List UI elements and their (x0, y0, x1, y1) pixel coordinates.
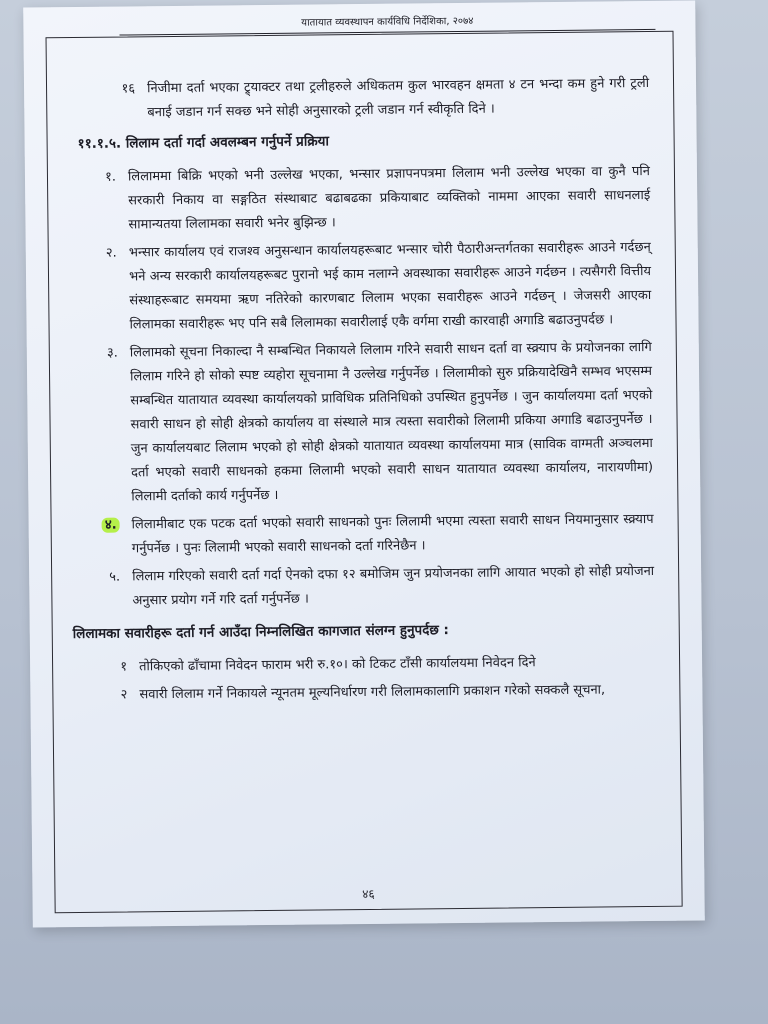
item-text: भन्सार कार्यालय एवं राजश्व अनुसन्धान कार्यालयहरूबाट भन्सार चोरी पैठारीअन्तर्गतका सवारीहरू आउने गर्दछन् भने अन्य सरकारी कार्यालयहरूबट पुरानो भई काम नलाग्ने अवस्थाका सवारीहरू आउने गर्दछन । त्यसैगरी वित्तीय संस्थाहरूबाट समयमा ऋण नतिरेको कारणबाट लिलाम भएका सवारीहरू आउने गर्दछन् । जेजसरी आएका लिलामका सवारीहरू भए पनि सबै लिलामका सवारीलाई एकै वर्गमा राखी कारवाही अगाडि बढाउनुपर्दछ । (128, 239, 652, 333)
section-heading: ११.१.५. लिलाम दर्ता गर्दा अवलम्बन गर्नुपर्ने प्रक्रिया (77, 133, 330, 152)
item-number: ३. (106, 345, 118, 361)
page-number: ४६ (362, 886, 375, 902)
page-border (46, 31, 683, 914)
attachment-item (83, 650, 655, 680)
item-number: १. (104, 169, 117, 185)
list-item (82, 560, 654, 614)
document-page (23, 1, 705, 928)
list-item (79, 236, 652, 338)
item-text: लिलाममा बिक्रि भएको भनी उल्लेख भएका, भन्सार प्रज्ञापनपत्रमा लिलाम भनी उल्लेख भएका वा कुनै पनि सरकारी निकाय वा सङ्गठित संस्थाबाट बढाबढका प्रकियाबाट व्यक्तिको नाममा आएका सवारी साधनलाई सामान्यतया लिलामका सवारी भनेर बुझिन्छ । (127, 163, 651, 233)
page-body (72, 72, 656, 712)
list-item (80, 336, 654, 510)
item-number (92, 513, 133, 561)
item-text: तोकिएको ढाँचामा निवेदन फाराम भरी रु.१०। को टिकट टाँसी कार्यालयमा निवेदन दिने (139, 655, 536, 675)
list-item-highlighted (82, 508, 654, 562)
item-number: १६ (121, 81, 136, 97)
item-number: २. (105, 245, 117, 261)
item-number: २ (120, 687, 128, 703)
list-item (78, 160, 651, 238)
item-text: सवारी लिलाम गर्ने निकायले न्यूनतम मूल्यनिर्धारण गरी लिलामकालागि प्रकाशन गरेको सक्कलै सूचना, (139, 682, 606, 703)
attachments-heading: लिलामका सवारीहरू दर्ता गर्न आउँदा निम्नलिखित कागजात संलग्न हुनुपर्दछ : (72, 622, 449, 643)
attachment-item (83, 678, 655, 708)
item-text: लिलामको सूचना निकाल्दा नै सम्बन्धित निकायले लिलाम गरिने सवारी साधन दर्ता वा स्क्र्याप के प्रयोजनका लागि लिलाम गरिने हो सोको स्पष्ट व्यहोरा सूचनामा नै उल्लेख गर्नुपर्नेछ । लिलामीको सुरु प्रक्रियादेखिनै सम्भव भएसम्म सम्बन्धित यातायात व्यवस्था कार्यालयको प्राविधिक प्रतिनिधिको उपस्थित हुनुपर्नेछ । जुन कार्यालयमा दर्ता भएको सवारी साधन हो सोही क्षेत्रको कार्यालय वा संस्थाले मात्र त्यस्ता सवारीको लिलामी प्रकिया अगाडि बढाउनुपर्नेछ । जुन कार्यालयबाट लिलाम भएको हो सोही क्षेत्रको यातायात व्यवस्था कार्यालयमा मात्र (साविक वाग्मती अञ्चलमा दर्ता भएको सवारी साधनको हकमा लिलामी भएको सवारी साधन यातायात व्यवस्था कार्यालय, नारायणीमा) लिलामी दर्ताको कार्य गर्नुपर्नेछ । (129, 339, 654, 505)
item-number: ५. (109, 569, 121, 585)
item-text: लिलामीबाट एक पटक दर्ता भएको सवारी साधनको पुनः लिलामी भएमा त्यस्ता सवारी साधन नियमानुसार स्क्र्याप गर्नुपर्नेछ । पुनः लिलामी भएको सवारी साधनको दर्ता गरिनेछैन । (131, 511, 654, 557)
item-number: १ (120, 659, 128, 675)
item-text: निजीमा दर्ता भएका ट्र्याक्टर तथा ट्रलीहरुले अधिकतम कुल भारवहन क्षमता ४ टन भन्दा कम हुने गरी ट्रली बनाई जडान गर्न सक्छ भने सोही अनुसारको ट्रली जडान गर्न स्वीकृति दिने । (146, 75, 650, 121)
highlighter-mark: ४. (102, 518, 120, 533)
item-text: लिलाम गरिएको सवारी दर्ता गर्दा ऐनको दफा १२ बमोजिम जुन प्रयोजनका लागि आयात भएको हो सोही प्रयोजना अनुसार प्रयोग गर्ने गरि दर्ता गर्नुपर्नेछ । (132, 563, 655, 609)
running-header: यातायात व्यवस्थापन कार्यविधि निर्देशिका, २०७४ (301, 15, 474, 29)
intro-item (77, 72, 649, 126)
